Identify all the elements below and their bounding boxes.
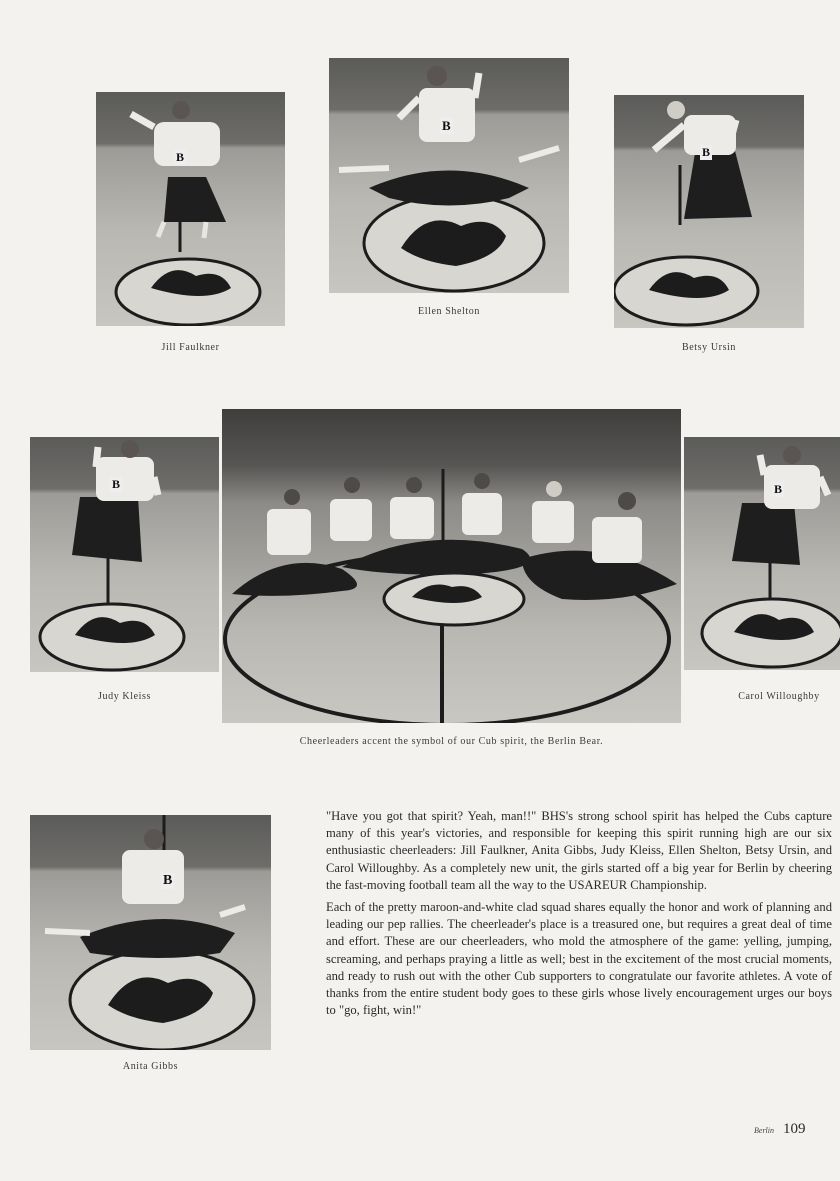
caption-judy-kleiss: Judy Kleiss [98, 691, 151, 702]
page-number: 109 [783, 1121, 806, 1137]
paragraph-1: "Have you got that spirit? Yeah, man!!" BHS's strong school spirit has helped the Cubs capture many of this year's victories, and responsible for keeping this spirit running high are our six enthusiastic cheerleaders: Jill Faulkner, Anita Gibbs, Judy Kleiss, Ellen Shelton, Betsy Ursin, and Carol Willoughby. As a completely new unit, the girls started off a big year for Berlin by cheering the fast-moving football team all the way to the USAREUR Championship. [326, 809, 832, 892]
photo-ellen-shelton [329, 58, 569, 293]
photo-anita-gibbs [30, 815, 271, 1050]
caption-jill-faulkner: Jill Faulkner [161, 342, 220, 353]
sweater-letter: B [176, 150, 185, 164]
caption-anita-gibbs: Anita Gibbs [122, 1061, 179, 1072]
sweater-letter: B [163, 873, 173, 888]
photo-judy-kleiss [30, 437, 219, 672]
sweater-letter: B [702, 145, 711, 159]
caption-betsy-ursin: Betsy Ursin [681, 342, 737, 353]
photo-betsy-ursin [614, 95, 804, 328]
paragraph-2: Each of the pretty maroon-and-white clad squad shares equally the honor and work of planning and leading our pep rallies. The cheerleader's place is a treasured one, but requires a great deal of time and effort. These are our cheerleaders, who mold the atmosphere of the game: yelling, jumping, screaming, and perhaps praying a little as well; best in the excitement of the most crucial moments, and ready to rush out with the other Cub supporters to congratulate our favorite athletes. A vote of thanks from the entire student body goes to these girls whose lively encouragement urges our boys to "go, fight, win!" [326, 900, 832, 1018]
sweater-letter: B [774, 482, 783, 496]
caption-carol-willoughby: Carol Willoughby [738, 691, 820, 702]
photo-group [222, 409, 681, 723]
caption-ellen-shelton: Ellen Shelton [418, 306, 480, 317]
caption-group: Cheerleaders accent the symbol of our Cub spirit, the Berlin Bear. [299, 736, 604, 747]
sweater-letter: B [442, 118, 451, 133]
photo-carol-willoughby [684, 437, 840, 670]
sweater-letter: B [112, 477, 121, 491]
footer-section: Berlin [754, 1126, 774, 1135]
article-body [326, 808, 832, 1024]
photo-jill-faulkner [96, 92, 285, 326]
